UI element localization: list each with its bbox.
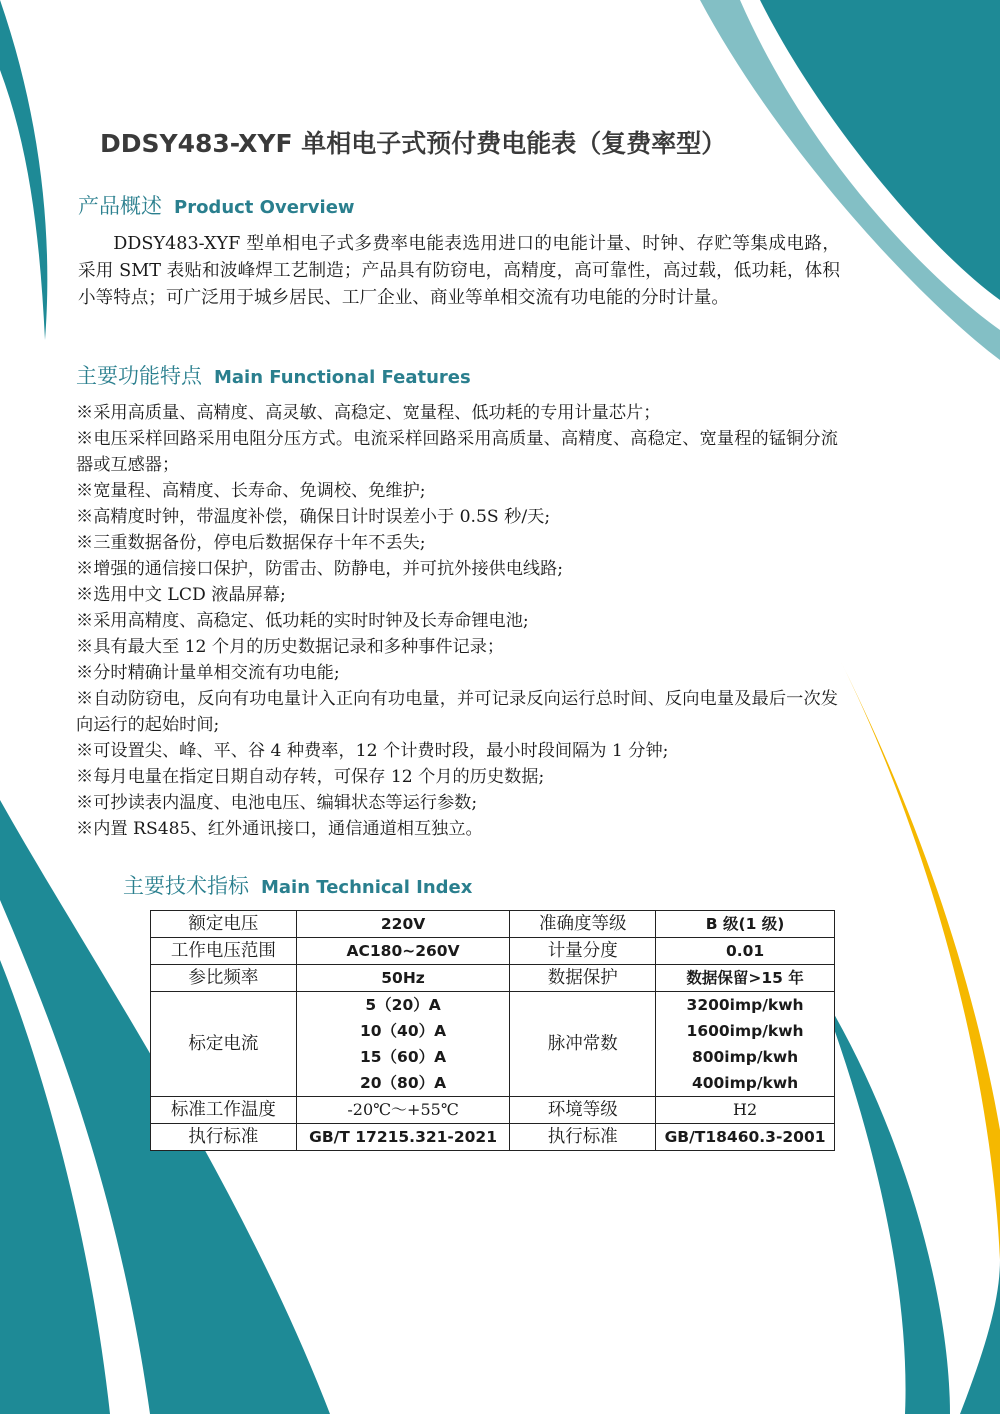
table-row [151, 911, 835, 938]
spec-value: -20℃～+55℃ [296, 1097, 510, 1124]
specs-heading [123, 870, 472, 900]
spec-label: 执行标准 [151, 1124, 297, 1151]
table-row [151, 992, 835, 1097]
spec-label: 脉冲常数 [510, 992, 656, 1097]
feature-item: ※具有最大至 12 个月的历史数据记录和多种事件记录； [76, 637, 505, 657]
features-heading [76, 360, 471, 390]
spec-label: 参比频率 [151, 965, 297, 992]
pulse-value: 3200imp/kwh [686, 996, 804, 1014]
spec-label: 额定电压 [151, 911, 297, 938]
feature-item: ※分时精确计量单相交流有功电能; [76, 663, 340, 683]
features-heading-cn: 主要功能特点 [76, 364, 202, 388]
spec-value-list [656, 992, 835, 1097]
overview-heading-cn: 产品概述 [78, 194, 162, 218]
feature-item: ※每月电量在指定日期自动存转，可保存 12 个月的历史数据; [76, 767, 545, 787]
overview-heading [78, 190, 355, 220]
spec-value: 220V [296, 911, 510, 938]
specs-heading-cn: 主要技术指标 [123, 874, 249, 898]
feature-item: ※内置 RS485、红外通讯接口，通信通道相互独立。 [76, 819, 483, 839]
feature-item: ※自动防窃电，反向有功电量计入正向有功电量，并可记录反向运行总时间、反向电量及最后一次发向运行的起始时间; [76, 689, 838, 735]
pulse-value: 1600imp/kwh [686, 1022, 804, 1040]
current-value: 5（20）A [365, 996, 441, 1014]
spec-label: 准确度等级 [510, 911, 656, 938]
spec-value: AC180~260V [296, 938, 510, 965]
feature-item: ※采用高精度、高稳定、低功耗的实时时钟及长寿命锂电池; [76, 611, 529, 631]
feature-list [76, 400, 838, 842]
specs-heading-en: Main Technical Index [261, 877, 473, 898]
spec-value: 0.01 [656, 938, 835, 965]
spec-table [150, 910, 835, 1151]
current-value: 20（80）A [359, 1074, 447, 1092]
spec-label: 数据保护 [510, 965, 656, 992]
table-row [151, 1097, 835, 1124]
spec-value: B 级(1 级) [656, 911, 835, 938]
feature-item: ※可抄读表内温度、电池电压、编辑状态等运行参数; [76, 793, 478, 813]
spec-label: 执行标准 [510, 1124, 656, 1151]
features-heading-en: Main Functional Features [214, 367, 471, 388]
feature-item: ※高精度时钟，带温度补偿，确保日计时误差小于 0.5S 秒/天; [76, 507, 551, 527]
spec-value: H2 [656, 1097, 835, 1124]
table-row [151, 938, 835, 965]
spec-value: 数据保留>15 年 [656, 965, 835, 992]
spec-label: 计量分度 [510, 938, 656, 965]
overview-paragraph: DDSY483-XYF 型单相电子式多费率电能表选用进口的电能计量、时钟、存贮等集成电路，采用 SMT 表贴和波峰焊工艺制造；产品具有防窃电，高精度，高可靠性，高过载，低功耗，体积小等特点；可广泛用于城乡居民、工厂企业、商业等单相交流有功电能的分时计量。 [78, 234, 840, 308]
spec-label: 环境等级 [510, 1097, 656, 1124]
feature-item: ※宽量程、高精度、长寿命、免调校、免维护; [76, 481, 426, 501]
spec-value: GB/T18460.3-2001 [656, 1124, 835, 1151]
feature-item: ※电压采样回路采用电阻分压方式。电流采样回路采用高质量、高精度、高稳定、宽量程的锰铜分流器或互感器； [76, 429, 838, 475]
spec-label: 标准工作温度 [151, 1097, 297, 1124]
spec-label: 标定电流 [151, 992, 297, 1097]
spec-value: 50Hz [296, 965, 510, 992]
current-value: 15（60）A [359, 1048, 447, 1066]
spec-label: 工作电压范围 [151, 938, 297, 965]
pulse-value: 400imp/kwh [691, 1074, 799, 1092]
feature-item: ※三重数据备份，停电后数据保存十年不丢失; [76, 533, 426, 553]
overview-heading-en: Product Overview [174, 197, 355, 218]
pulse-value: 800imp/kwh [691, 1048, 799, 1066]
current-value: 10（40）A [359, 1022, 447, 1040]
document-title: DDSY483-XYF 单相电子式预付费电能表（复费率型） [100, 129, 727, 158]
spec-value: GB/T 17215.321-2021 [296, 1124, 510, 1151]
feature-item: ※可设置尖、峰、平、谷 4 种费率，12 个计费时段，最小时段间隔为 1 分钟; [76, 741, 669, 761]
table-row [151, 1124, 835, 1151]
spec-value-list [296, 992, 510, 1097]
table-row [151, 965, 835, 992]
feature-item: ※选用中文 LCD 液晶屏幕; [76, 585, 286, 605]
feature-item: ※增强的通信接口保护，防雷击、防静电，并可抗外接供电线路; [76, 559, 564, 579]
feature-item: ※采用高质量、高精度、高灵敏、高稳定、宽量程、低功耗的专用计量芯片； [76, 403, 661, 423]
